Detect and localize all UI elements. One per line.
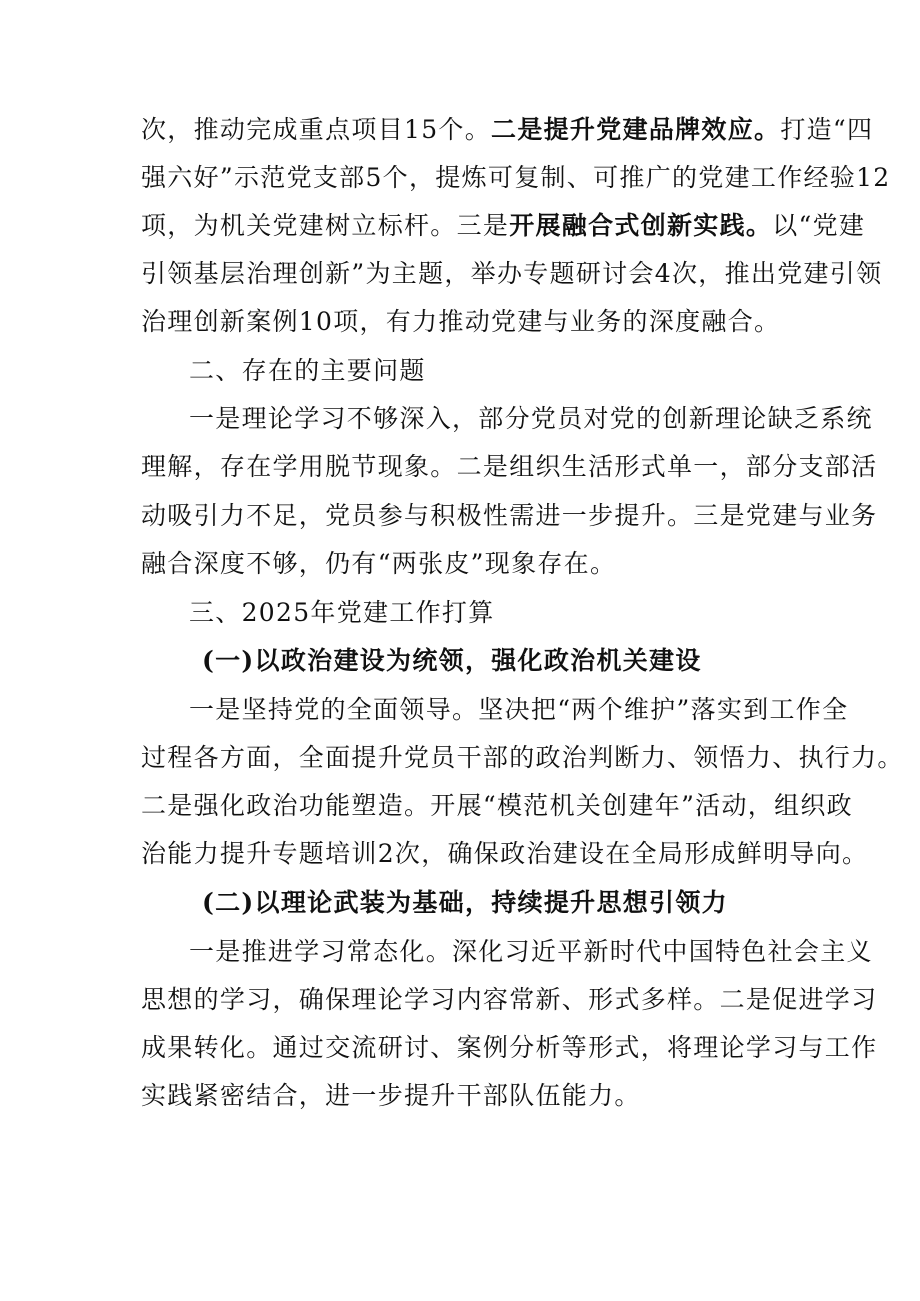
paragraph-line: 融合深度不够，仍有“两张皮”现象存在。 [141, 549, 617, 578]
paragraph-line: 实践紧密结合，进一步提升干部队伍能力。 [141, 1081, 641, 1110]
paragraph-line: 思想的学习，确保理论学习内容常新、形式多样。二是促进学习 [141, 985, 878, 1014]
section-heading-problems: 二、存在的主要问题 [189, 356, 426, 385]
text-run: 以“党建 [772, 211, 866, 240]
paragraph-line: 动吸引力不足，党员参与积极性需进一步提升。三是党建与业务 [141, 501, 878, 530]
subsection-heading-theory: (二)以理论武装为基础，持续提升思想引领力 [202, 888, 728, 917]
paragraph-line: 过程各方面，全面提升党员干部的政治判断力、领悟力、执行力。 [141, 743, 904, 772]
paragraph-line: 一是推进学习常态化。深化习近平新时代中国特色社会主义 [189, 937, 873, 966]
paragraph-line: 理解，存在学用脱节现象。二是组织生活形式单一，部分支部活 [141, 452, 878, 481]
paragraph-line [141, 210, 865, 242]
section-heading-plan: 三、2025年党建工作打算 [189, 598, 495, 627]
paragraph-line: 治能力提升专题培训2次，确保政治建设在全局形成鲜明导向。 [141, 839, 869, 868]
text-run: 打造“四 [780, 115, 874, 144]
paragraph-line: 治理创新案例10项，有力推动党建与业务的深度融合。 [141, 307, 781, 336]
paragraph-line: 一是理论学习不够深入，部分党员对党的创新理论缺乏系统 [189, 404, 873, 433]
paragraph-line: 一是坚持党的全面领导。坚决把“两个维护”落实到工作全 [189, 695, 849, 724]
paragraph-line [141, 114, 873, 146]
text-run: 项，为机关党建树立标杆。三是 [141, 211, 510, 240]
subsection-heading-political: (一)以政治建设为统领，强化政治机关建设 [202, 646, 702, 675]
paragraph-line: 引领基层治理创新”为主题，举办专题研讨会4次，推出党建引领 [141, 259, 883, 288]
bold-phrase: 二是提升党建品牌效应。 [491, 115, 781, 144]
text-run: 次，推动完成重点项目15个。 [141, 115, 492, 144]
paragraph-line: 二是强化政治功能塑造。开展“模范机关创建年”活动，组织政 [141, 791, 853, 820]
bold-phrase: 开展融合式创新实践。 [509, 211, 773, 240]
paragraph-line: 成果转化。通过交流研讨、案例分析等形式，将理论学习与工作 [141, 1033, 878, 1062]
paragraph-line: 强六好”示范党支部5个，提炼可复制、可推广的党建工作经验12 [141, 163, 891, 192]
